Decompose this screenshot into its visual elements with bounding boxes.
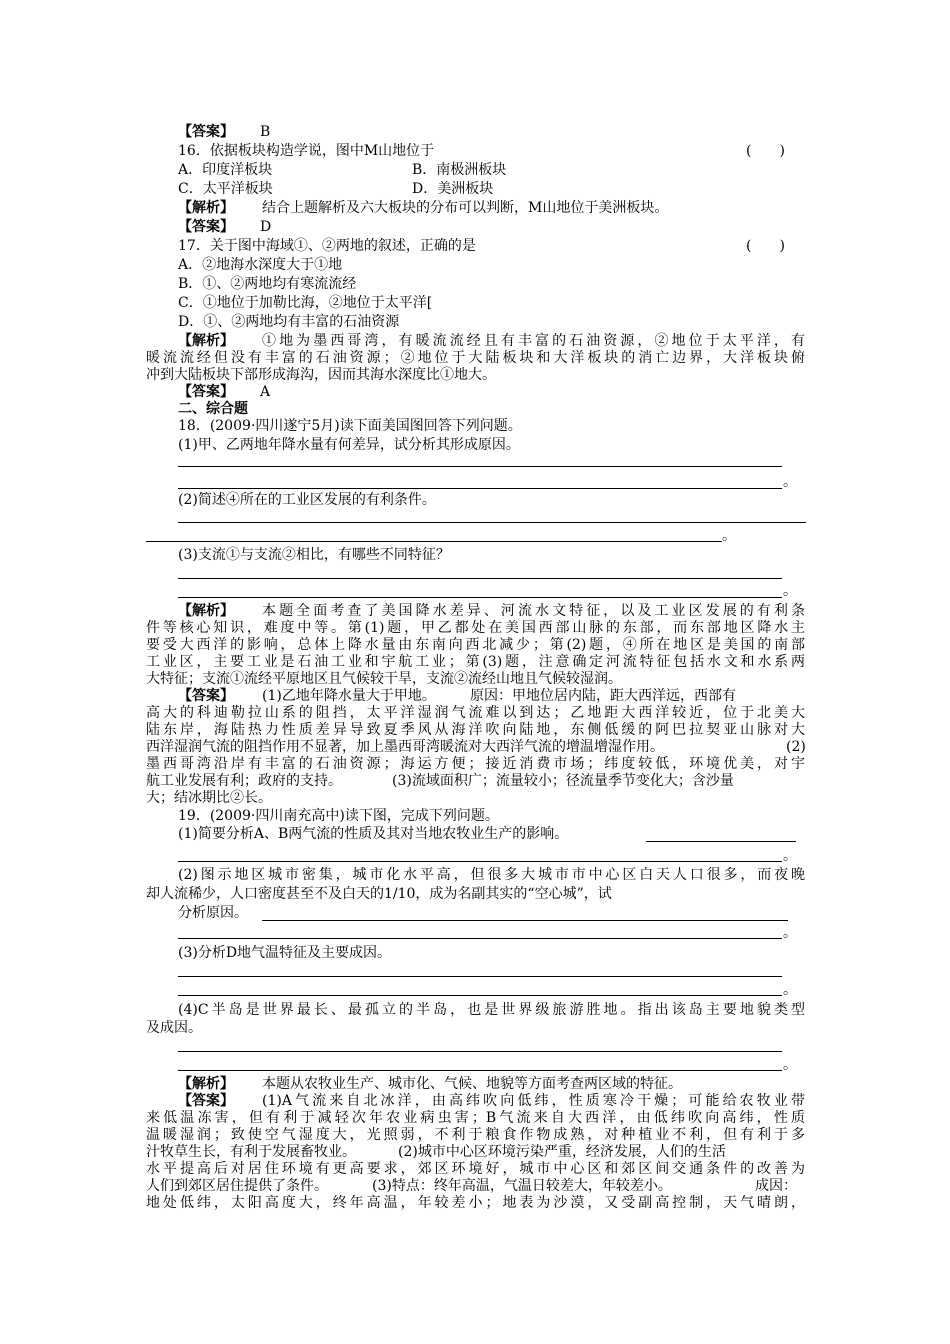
q17-bracket: ( ) [746, 238, 785, 254]
q18-stem: 18．(2009·四川遂宁5月)读下面美国图回答下列问题。 [178, 418, 522, 434]
q19-answer-line: (2)城市中心区环境污染严重，经济发展，人们的生活 [398, 1144, 726, 1160]
answer-blank-line[interactable] [178, 578, 782, 579]
q17-explanation-line: 冲到大陆板块下部形成海沟，因而其海水深度比①地大。 [146, 367, 496, 383]
q15-answer-tag: 【答案】 [178, 124, 234, 140]
q16-answer-tag: 【答案】 [178, 219, 234, 235]
end-mark: 。 [783, 1057, 797, 1073]
q17-stem: 17．关于图中海域①、②两地的叙述，正确的是 [178, 238, 476, 254]
q18-answer-line: 大；结冰期比②长。 [146, 790, 272, 806]
q19-answer-line: 人们到郊区居住提供了条件。 [146, 1178, 328, 1194]
answer-blank-line[interactable] [178, 1070, 782, 1071]
q18-part-1: (1)甲、乙两地年降水量有何差异，试分析其形成原因。 [178, 437, 520, 453]
q17-answer-tag: 【答案】 [178, 384, 234, 400]
q19-answer-line: 成因： [755, 1178, 797, 1194]
q18-answer-line: 航工业发展有利；政府的支持。 [146, 773, 342, 789]
end-mark: 。 [783, 982, 797, 998]
q18-explanation-line: 本题全面考查了美国降水差异、河流水文特征，以及工业区发展的有利条 [262, 603, 805, 619]
q19-answer-line: 来低温冻害，但有利于减轻次年农业病虫害；B气流来自大西洋，由低纬吹向高纬，性质 [146, 1110, 805, 1126]
q18-answer-line: (2) [786, 739, 806, 755]
q17-option-a: A．②地海水深度大于①地 [178, 257, 343, 273]
q16-option-c: C．太平洋板块 [178, 181, 273, 197]
q18-explanation-line: 工业区，主要工业是石油工业和宇航工业；第(3)题，注意确定河流特征包括水文和水系两 [146, 654, 805, 670]
end-mark: 。 [783, 474, 797, 490]
q16-explanation-tag: 【解析】 [178, 200, 234, 216]
q18-explanation-line: 件等核心知识，难度中等。第(1)题，甲乙都处在美国西部山脉的东部，而东部地区降水主 [146, 620, 805, 636]
q18-explanation-line: 大特征；支流①流经平原地区且气候较干旱，支流②流经山地且气候较湿润。 [146, 671, 622, 687]
q17-explanation-line: ①地为墨西哥湾，有暖流流经且有丰富的石油资源，②地位于太平洋，有 [262, 333, 805, 349]
q17-explanation-line: 暖流流经但没有丰富的石油资源；②地位于大陆板块和大洋板块的消亡边界，大洋板块俯 [146, 350, 805, 366]
q19-part-1: (1)简要分析A、B两气流的性质及其对当地农牧业生产的影响。 [178, 826, 569, 842]
answer-blank-line[interactable] [178, 995, 782, 996]
answer-blank-line[interactable] [178, 597, 782, 598]
q19-part-3: (3)分析D地气温特征及主要成因。 [178, 945, 392, 961]
q18-explanation-tag: 【解析】 [178, 603, 234, 619]
q17-explanation-tag: 【解析】 [178, 333, 234, 349]
answer-blank-line[interactable] [646, 841, 796, 842]
q18-answer-line: 原因：甲地位居内陆，距大西洋远，西部有 [470, 688, 736, 704]
answer-blank-line[interactable] [178, 466, 782, 467]
q18-answer-line: (1)乙地年降水量大于甲地。 [262, 688, 436, 704]
q19-answer-line: 温暖湿润；致使空气湿度大，光照弱，不利于粮食作物成熟，对种植业不利，但有利于多 [146, 1127, 805, 1143]
q16-option-b: B．南极洲板块 [412, 162, 507, 178]
q19-answer-line: 地处低纬，太阳高度大，终年高温，年较差小；地表为沙漠，又受副高控制，天气晴朗， [146, 1195, 805, 1211]
q19-answer-line: (1)A气流来自北冰洋，由高纬吹向低纬，性质寒冷干燥；可能给农牧业带 [262, 1093, 805, 1109]
q19-answer-line: (3)特点：终年高温，气温日较差大，年较差小。 [372, 1178, 672, 1194]
q17-option-c: C．①地位于加勒比海，②地位于太平洋[ [178, 295, 433, 311]
q18-part-2: (2)简述④所在的工业区发展的有利条件。 [178, 492, 436, 508]
answer-blank-line[interactable] [178, 938, 782, 939]
q15-answer-value: B [260, 124, 271, 140]
q17-option-b: B．①、②两地均有寒流流经 [178, 276, 357, 292]
answer-blank-line[interactable] [178, 488, 782, 489]
q19-answer-line: 水平提高后对居住环境有更高要求，郊区环境好，城市中心区和郊区间交通条件的改善为 [146, 1161, 805, 1177]
end-mark: 。 [722, 528, 736, 544]
q19-explanation-text: 本题从农牧业生产、城市化、气候、地貌等方面考查两区域的特征。 [262, 1076, 682, 1092]
end-mark: 。 [783, 583, 797, 599]
answer-blank-line[interactable] [178, 861, 782, 862]
q19-part-2-line: (2)图示地区城市密集，城市化水平高，但很多大城市市中心区白天人口很多，而夜晚 [178, 867, 805, 883]
q16-answer-value: D [260, 219, 272, 235]
section-title: 二、综合题 [178, 401, 248, 417]
answer-blank-line[interactable] [178, 522, 806, 523]
q19-part-2-line: 却人流稀少，人口密度甚至不及白天的1/10，成为名副其实的“空心城”，试 [146, 886, 612, 902]
answer-blank-line[interactable] [262, 920, 788, 921]
q19-stem: 19．(2009·四川南充高中)读下图，完成下列问题。 [178, 808, 499, 824]
q18-explanation-line: 要受大西洋的影响，总体上降水量由东南向西北减少；第(2)题，④所在地区是美国的南部 [146, 637, 805, 653]
q18-answer-line: 西洋湿润气流的阻挡作用不显著，加上墨西哥湾暖流对大西洋气流的增温增湿作用。 [146, 739, 664, 755]
q18-part-3: (3)支流①与支流②相比，有哪些不同特征？ [178, 547, 450, 563]
end-mark: 。 [783, 925, 797, 941]
q16-bracket: ( ) [746, 143, 785, 159]
q16-option-a: A．印度洋板块 [178, 162, 273, 178]
q19-explanation-tag: 【解析】 [178, 1076, 234, 1092]
q19-answer-tag: 【答案】 [178, 1093, 234, 1109]
q19-part-4-line: (4)C半岛是世界最长、最孤立的半岛，也是世界级旅游胜地。指出该岛主要地貌类型 [178, 1002, 805, 1018]
q16-explanation-text: 结合上题解析及六大板块的分布可以判断，M山地位于美洲板块。 [262, 200, 669, 216]
q17-answer-value: A [260, 384, 271, 400]
q18-answer-line: 陆东岸，海陆热力性质差异导致夏季风从海洋吹向陆地，东侧低缓的阿巴拉契亚山脉对大 [146, 722, 805, 738]
q19-answer-line: 汁牧草生长，有利于发展畜牧业。 [146, 1144, 356, 1160]
q18-answer-tag: 【答案】 [178, 688, 234, 704]
answer-blank-line[interactable] [178, 1051, 782, 1052]
q19-part-2-line: 分析原因。 [178, 905, 248, 921]
q16-option-d: D．美洲板块 [412, 181, 494, 197]
q18-answer-line: 墨西哥湾沿岸有丰富的石油资源；海运方便；接近消费市场；纬度较低，环境优美，对宇 [146, 756, 805, 772]
end-mark: 。 [783, 848, 797, 864]
q19-part-4-line: 及成因。 [146, 1020, 202, 1036]
q18-answer-line: 高大的科迪勒拉山系的阻挡，太平洋湿润气流难以到达；乙地距大西洋较近，位于北美大 [146, 705, 805, 721]
q16-stem: 16．依据板块构造学说，图中M山地位于 [178, 143, 435, 159]
q18-answer-line: (3)流域面积广；流量较小；径流量季节变化大；含沙量 [392, 773, 734, 789]
answer-blank-line[interactable] [146, 541, 722, 542]
q17-option-d: D．①、②两地均有丰富的石油资源 [178, 314, 400, 330]
answer-blank-line[interactable] [178, 976, 782, 977]
